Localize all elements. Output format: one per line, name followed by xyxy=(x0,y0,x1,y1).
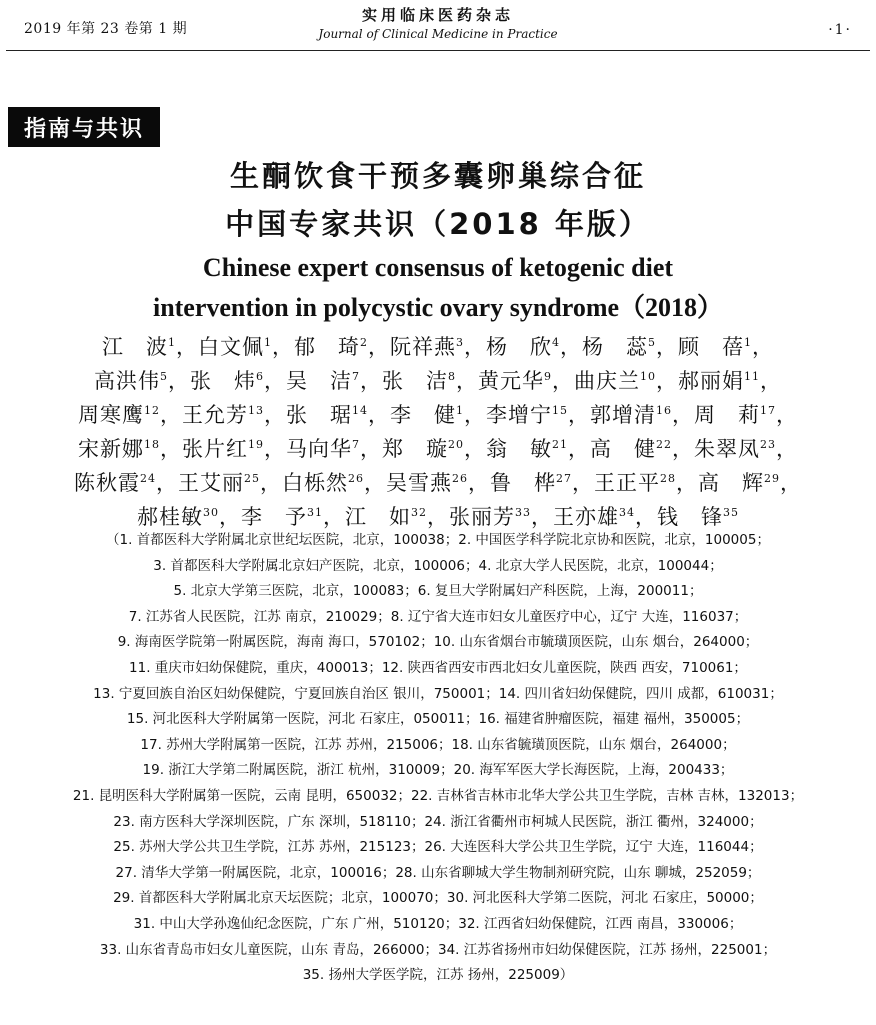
author-name: 白文佩 xyxy=(198,335,264,359)
author-separator: ， xyxy=(672,437,694,461)
author-separator: ， xyxy=(360,369,382,393)
affiliation-number: 26 xyxy=(452,472,468,485)
author-separator: ， xyxy=(156,471,178,495)
author-separator: ， xyxy=(635,505,657,529)
author-name: 张丽芳 xyxy=(449,505,515,529)
author-separator: ， xyxy=(160,403,182,427)
author-name: 阮祥燕 xyxy=(390,335,456,359)
author-name: 曲庆兰 xyxy=(574,369,640,393)
affiliation-line: 19. 浙江大学第二附属医院，浙江 杭州，310009；20. 海军军医大学长海医院，上海，200433； xyxy=(142,762,734,779)
author-name: 张片红 xyxy=(182,437,248,461)
author-name: 张 琚 xyxy=(286,403,352,427)
author-separator: ， xyxy=(560,335,582,359)
affiliation-number: 3 xyxy=(456,336,464,349)
author-name: 郝丽娟 xyxy=(678,369,744,393)
affiliation-number: 14 xyxy=(352,404,368,417)
affiliation-number: 12 xyxy=(144,404,160,417)
author-separator: ， xyxy=(427,505,449,529)
author-name: 郝桂敏 xyxy=(137,505,203,529)
journal-name-cn: 实用临床医药杂志 xyxy=(361,6,514,24)
affiliation-number: 2 xyxy=(360,336,368,349)
author-name: 王亦雄 xyxy=(553,505,619,529)
author-separator: ， xyxy=(776,437,798,461)
author-separator: ， xyxy=(780,471,802,495)
author-name: 黄元华 xyxy=(478,369,544,393)
section-tag: 指南与共识 xyxy=(8,107,160,147)
author-line xyxy=(40,466,836,500)
affiliation-number: 1 xyxy=(168,336,176,349)
author-name: 周寒鹰 xyxy=(78,403,144,427)
author-name: 王艾丽 xyxy=(178,471,244,495)
affiliation-number: 1 xyxy=(264,336,272,349)
affiliation-line: 5. 北京大学第三医院，北京，100083；6. 复旦大学附属妇产科医院，上海，200011； xyxy=(173,583,703,600)
author-name: 李 健 xyxy=(390,403,456,427)
affiliation-line: 11. 重庆市妇幼保健院，重庆，400013；12. 陕西省西安市西北妇女儿童医院，陕西 西安，710061； xyxy=(129,659,747,676)
author-separator: ， xyxy=(464,403,486,427)
affiliation-number: 5 xyxy=(648,336,656,349)
affiliation-list xyxy=(0,528,876,989)
affiliation-line: （1. 首都医科大学附属北京世纪坛医院，北京，100038；2. 中国医学科学院北京协和医院，北京，100005； xyxy=(106,532,770,548)
journal-name-block xyxy=(0,4,876,41)
affiliation-number: 29 xyxy=(764,472,780,485)
issue-info: 2019 年第 23 卷第 1 期 xyxy=(24,21,188,37)
author-separator: ， xyxy=(364,471,386,495)
author-name: 江 波 xyxy=(102,335,168,359)
author-name: 高洪伟 xyxy=(94,369,160,393)
author-name: 高 健 xyxy=(590,437,656,461)
affiliation-number: 26 xyxy=(348,472,364,485)
author-name: 杨 蕊 xyxy=(582,335,648,359)
affiliation-line: 7. 江苏省人民医院，江苏 南京，210029；8. 辽宁省大连市妇女儿童医疗中心，辽宁 大连，116037； xyxy=(128,608,748,625)
author-name: 吴 洁 xyxy=(286,369,352,393)
affiliation-number: 17 xyxy=(760,404,776,417)
author-name: 钱 锋 xyxy=(657,505,723,529)
author-separator: ， xyxy=(264,403,286,427)
title-cn-line2: 中国专家共识（2018 年版） xyxy=(225,207,651,241)
affiliation-number: 33 xyxy=(515,506,531,519)
affiliation-number: 24 xyxy=(140,472,156,485)
affiliation-number: 25 xyxy=(244,472,260,485)
author-name: 宋新娜 xyxy=(78,437,144,461)
affiliation-number: 4 xyxy=(552,336,560,349)
title-cn-line1: 生酮饮食干预多囊卵巢综合征 xyxy=(229,159,646,193)
affiliation-number: 19 xyxy=(248,438,264,451)
author-separator: ， xyxy=(468,471,490,495)
affiliation-line: 9. 海南医学院第一附属医院，海南 海口，570102；10. 山东省烟台市毓璜顶医院，山东 烟台，264000； xyxy=(117,634,759,651)
author-separator: ， xyxy=(176,335,198,359)
affiliation-number: 35 xyxy=(723,506,739,519)
author-separator: ， xyxy=(676,471,698,495)
author-separator: ， xyxy=(672,403,694,427)
author-separator: ， xyxy=(219,505,241,529)
author-name: 李增宁 xyxy=(486,403,552,427)
author-separator: ， xyxy=(368,403,390,427)
author-name: 朱翠凤 xyxy=(694,437,760,461)
affiliation-number: 13 xyxy=(248,404,264,417)
author-name: 杨 欣 xyxy=(486,335,552,359)
affiliation-number: 7 xyxy=(352,370,360,383)
author-separator: ， xyxy=(552,369,574,393)
author-name: 翁 敏 xyxy=(486,437,552,461)
affiliation-number: 18 xyxy=(144,438,160,451)
journal-name-en: Journal of Clinical Medicine in Practice xyxy=(318,27,558,41)
author-name: 马向华 xyxy=(286,437,352,461)
author-line xyxy=(40,364,836,398)
running-header xyxy=(0,0,876,52)
affiliation-number: 16 xyxy=(656,404,672,417)
affiliation-line: 33. 山东省青岛市妇女儿童医院，山东 青岛，266000；34. 江苏省扬州市妇幼保健医院，江苏 扬州，225001； xyxy=(99,941,777,958)
affiliation-number: 1 xyxy=(744,336,752,349)
author-name: 郭增清 xyxy=(590,403,656,427)
affiliation-line: 23. 南方医科大学深圳医院，广东 深圳，518110；24. 浙江省衢州市柯城人民医院，浙江 衢州，324000； xyxy=(113,813,763,830)
affiliation-number: 1 xyxy=(456,404,464,417)
affiliation-number: 22 xyxy=(656,438,672,451)
affiliation-number: 34 xyxy=(619,506,635,519)
affiliation-number: 5 xyxy=(160,370,168,383)
affiliation-number: 31 xyxy=(307,506,323,519)
author-name: 王正平 xyxy=(594,471,660,495)
author-name: 王允芳 xyxy=(182,403,248,427)
affiliation-line: 29. 首都医科大学附属北京天坛医院；北京，100070；30. 河北医科大学第二医院，河北 石家庄，50000； xyxy=(113,890,763,907)
author-separator: ， xyxy=(360,437,382,461)
affiliation-line: 35. 扬州大学医学院，江苏 扬州，225009） xyxy=(302,967,574,984)
author-separator: ， xyxy=(656,369,678,393)
affiliation-line: 31. 中山大学孙逸仙纪念医院，广东 广州，510120；32. 江西省妇幼保健院，江西 南昌，330006； xyxy=(133,915,743,932)
author-separator: ， xyxy=(323,505,345,529)
affiliation-number: 30 xyxy=(203,506,219,519)
author-name: 李 予 xyxy=(241,505,307,529)
author-separator: ， xyxy=(260,471,282,495)
author-separator: ， xyxy=(752,335,774,359)
affiliation-line: 3. 首都医科大学附属北京妇产医院，北京，100006；4. 北京大学人民医院，北京，100044； xyxy=(153,557,723,574)
author-separator: ， xyxy=(464,335,486,359)
author-line xyxy=(40,330,836,364)
author-separator: ， xyxy=(776,403,798,427)
author-separator: ， xyxy=(160,437,182,461)
author-name: 郁 琦 xyxy=(294,335,360,359)
affiliation-number: 6 xyxy=(256,370,264,383)
author-name: 周 莉 xyxy=(694,403,760,427)
author-separator: ， xyxy=(264,437,286,461)
author-list xyxy=(40,330,836,534)
author-name: 白栎然 xyxy=(282,471,348,495)
affiliation-line: 25. 苏州大学公共卫生学院，江苏 苏州，215123；26. 大连医科大学公共卫生学院，辽宁 大连，116044； xyxy=(113,839,763,856)
affiliation-number: 9 xyxy=(544,370,552,383)
page-number: ·1· xyxy=(828,22,852,38)
title-en-line2: intervention in polycystic ovary syndrome（2018） xyxy=(152,293,724,322)
author-separator: ， xyxy=(760,369,782,393)
author-separator: ， xyxy=(464,437,486,461)
author-line xyxy=(40,432,836,466)
author-separator: ， xyxy=(272,335,294,359)
affiliation-number: 7 xyxy=(352,438,360,451)
affiliation-number: 20 xyxy=(448,438,464,451)
affiliation-number: 27 xyxy=(556,472,572,485)
author-name: 江 如 xyxy=(345,505,411,529)
author-name: 吴雪燕 xyxy=(386,471,452,495)
author-separator: ， xyxy=(572,471,594,495)
author-separator: ， xyxy=(568,437,590,461)
affiliation-line: 21. 昆明医科大学附属第一医院，云南 昆明，650032；22. 吉林省吉林市北华大学公共卫生学院，吉林 吉林，132013； xyxy=(72,787,804,804)
author-name: 张 炜 xyxy=(190,369,256,393)
author-separator: ， xyxy=(656,335,678,359)
affiliation-number: 21 xyxy=(552,438,568,451)
affiliation-number: 8 xyxy=(448,370,456,383)
author-separator: ， xyxy=(168,369,190,393)
header-rule xyxy=(6,50,870,51)
title-block xyxy=(0,152,876,328)
affiliation-line: 15. 河北医科大学附属第一医院，河北 石家庄，050011；16. 福建省肿瘤医院，福建 福州，350005； xyxy=(126,711,750,728)
author-name: 顾 蓓 xyxy=(678,335,744,359)
author-separator: ， xyxy=(368,335,390,359)
affiliation-number: 11 xyxy=(744,370,760,383)
author-name: 陈秋霞 xyxy=(74,471,140,495)
author-line xyxy=(40,398,836,432)
author-separator: ， xyxy=(531,505,553,529)
author-name: 张 洁 xyxy=(382,369,448,393)
author-name: 高 辉 xyxy=(698,471,764,495)
affiliation-number: 10 xyxy=(640,370,656,383)
affiliation-line: 17. 苏州大学附属第一医院，江苏 苏州，215006；18. 山东省毓璜顶医院，山东 烟台，264000； xyxy=(140,736,736,753)
author-separator: ， xyxy=(456,369,478,393)
affiliation-number: 32 xyxy=(411,506,427,519)
author-separator: ， xyxy=(264,369,286,393)
author-separator: ， xyxy=(568,403,590,427)
title-en-line1: Chinese expert consensus of ketogenic diet xyxy=(202,253,674,282)
author-name: 鲁 桦 xyxy=(490,471,556,495)
affiliation-number: 15 xyxy=(552,404,568,417)
affiliation-line: 13. 宁夏回族自治区妇幼保健院，宁夏回族自治区 银川，750001；14. 四川省妇幼保健院，四川 成都，610031； xyxy=(93,685,783,702)
author-name: 郑 璇 xyxy=(382,437,448,461)
affiliation-number: 28 xyxy=(660,472,676,485)
affiliation-number: 23 xyxy=(760,438,776,451)
affiliation-line: 27. 清华大学第一附属医院，北京，100016；28. 山东省聊城大学生物制剂研究院，山东 聊城，252059； xyxy=(115,864,761,881)
